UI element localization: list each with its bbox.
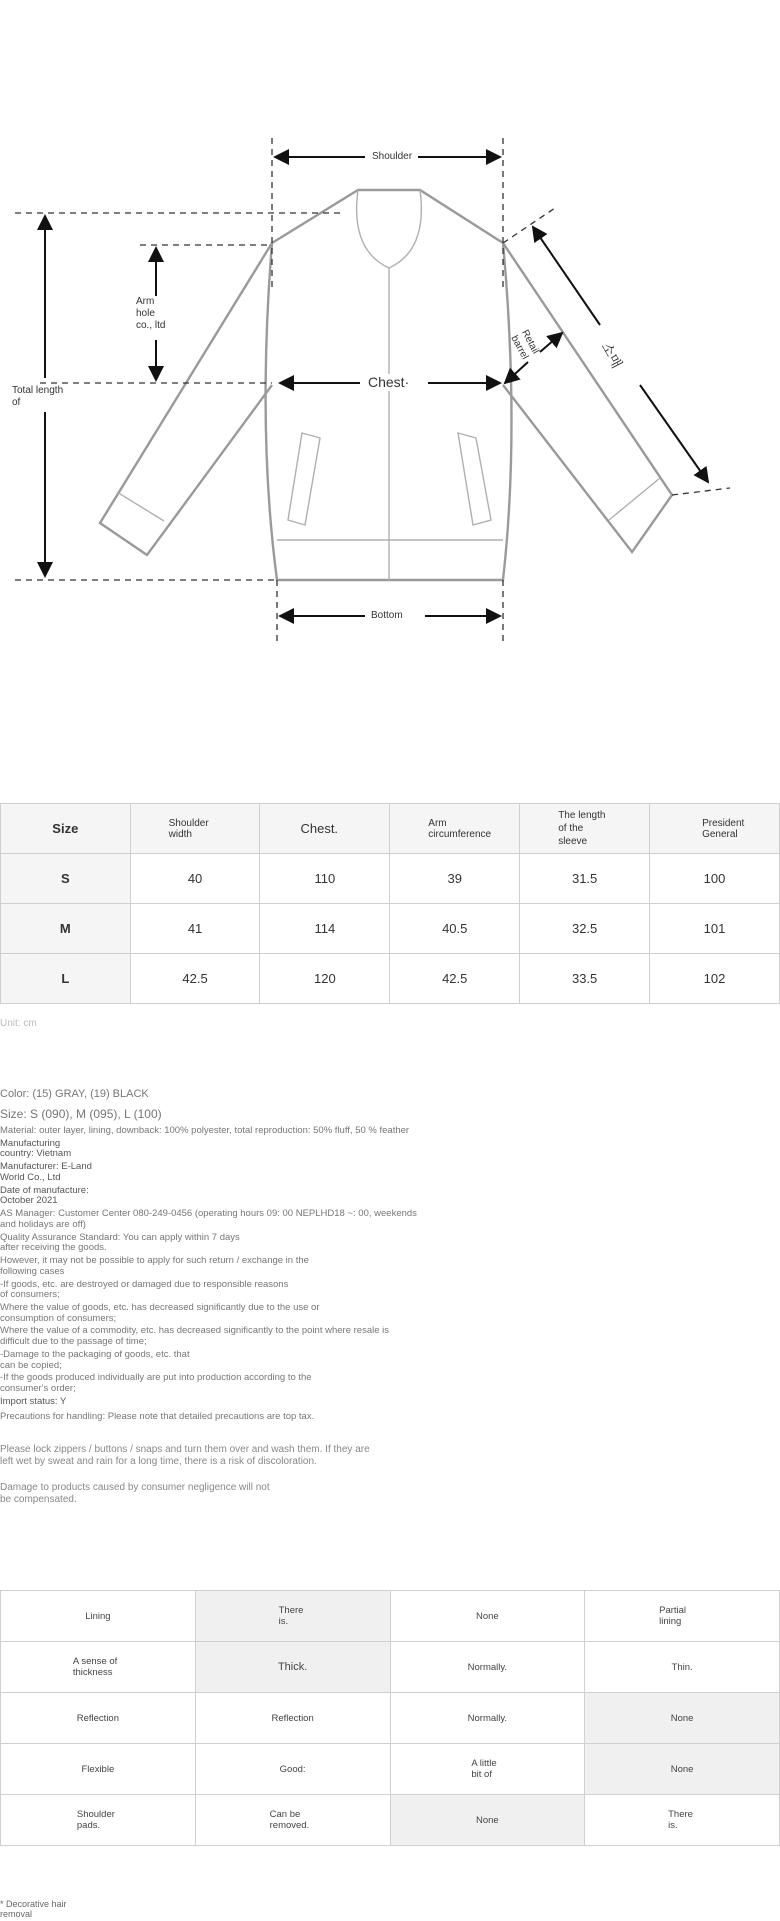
- value-cell: 31.5: [520, 854, 650, 904]
- option-cell: Normally.: [390, 1642, 585, 1693]
- care-instructions: Please lock zippers / buttons / snaps and turn them over and wash them. If they are left wet by sweat and rain for a long time, there is a risk of discoloration.: [0, 1444, 370, 1468]
- value-cell: 120: [260, 954, 390, 1004]
- shoulder-width-header: Shoulder width: [130, 804, 260, 854]
- option-cell-selected: There is.: [195, 1591, 390, 1642]
- size-row-m: [1, 904, 780, 954]
- exception-intro: However, it may not be possible to apply for such return / exchange in the following cases: [0, 1255, 309, 1277]
- chest-label: Chest·: [368, 374, 410, 390]
- size-row-l: [1, 954, 780, 1004]
- value-cell: 39: [390, 854, 520, 904]
- size-cell: L: [1, 954, 131, 1004]
- value-cell: 42.5: [130, 954, 260, 1004]
- chest-header: Chest.: [260, 804, 390, 854]
- property-label: Flexible: [1, 1744, 196, 1795]
- color-info: Color: (15) GRAY, (19) BLACK: [0, 1088, 149, 1100]
- property-label: A sense of thickness: [1, 1642, 196, 1693]
- size-row-s: [1, 854, 780, 904]
- option-cell: Reflection: [195, 1693, 390, 1744]
- shoulder-label: Shoulder: [372, 151, 413, 162]
- option-cell: Thin.: [585, 1642, 780, 1693]
- value-cell: 102: [650, 954, 780, 1004]
- value-cell: 41: [130, 904, 260, 954]
- fabric-properties-table: [0, 1590, 780, 1846]
- reflection-row: [1, 1693, 780, 1744]
- option-cell-selected: None: [390, 1795, 585, 1846]
- retail-barrel-label: Retail barrel: [508, 328, 541, 362]
- bottom-label: Bottom: [371, 610, 403, 621]
- exception-case-2: Where the value of goods, etc. has decreased significantly due to the use or consumption of consumers;: [0, 1301, 320, 1324]
- total-length-label: Total length of: [12, 385, 72, 409]
- value-cell: 33.5: [520, 954, 650, 1004]
- footnote: * Decorative hair removal: [0, 1899, 67, 1919]
- sleeve-label: 소매: [598, 339, 626, 371]
- option-cell: Normally.: [390, 1693, 585, 1744]
- option-cell: None: [390, 1591, 585, 1642]
- exception-case-1: -If goods, etc. are destroyed or damaged due to responsible reasons of consumers;: [0, 1278, 289, 1301]
- arm-circumference-header: Arm circumference: [390, 804, 520, 854]
- exception-case-5: -If the goods produced individually are put into production according to the consumer's order;: [0, 1372, 312, 1395]
- manufacturer-info: Manufacturer: E-Land World Co., Ltd: [0, 1161, 92, 1183]
- option-cell: Can be removed.: [195, 1795, 390, 1846]
- lining-row: [1, 1591, 780, 1642]
- import-status-info: Import status: Y: [0, 1395, 67, 1407]
- material-info: Material: outer layer, lining, downback: 100% polyester, total reproduction: 50% fluff, 50 % feather: [0, 1124, 410, 1136]
- option-cell: A little bit of: [390, 1744, 585, 1795]
- option-cell: Good:: [195, 1744, 390, 1795]
- option-cell: There is.: [585, 1795, 780, 1846]
- value-cell: 100: [650, 854, 780, 904]
- exception-case-3: Where the value of a commodity, etc. has decreased significantly to the point where resale is difficult due to the passage of time;: [0, 1325, 389, 1348]
- negligence-notice: Damage to products caused by consumer negligence will not be compensated.: [0, 1482, 270, 1506]
- armhole-label: Arm hole co., ltd: [136, 296, 172, 332]
- property-label: Lining: [1, 1591, 196, 1642]
- value-cell: 101: [650, 904, 780, 954]
- exception-case-4: -Damage to the packaging of goods, etc. that can be copied;: [0, 1348, 190, 1371]
- size-cell: S: [1, 854, 131, 904]
- product-info: [0, 1088, 420, 1508]
- value-cell: 114: [260, 904, 390, 954]
- value-cell: 40: [130, 854, 260, 904]
- size-table-header-row: [1, 804, 780, 854]
- option-cell-selected: None: [585, 1693, 780, 1744]
- value-cell: 40.5: [390, 904, 520, 954]
- value-cell: 42.5: [390, 954, 520, 1004]
- option-cell-selected: Thick.: [195, 1642, 390, 1693]
- precautions-info: Precautions for handling: Please note that detailed precautions are top tax.: [0, 1410, 315, 1422]
- total-length-header: President General: [650, 804, 780, 854]
- jacket-measurement-diagram: [0, 100, 780, 660]
- country-info: Manufacturing country: Vietnam: [0, 1137, 72, 1160]
- flexibility-row: [1, 1744, 780, 1795]
- property-label: Reflection: [1, 1693, 196, 1744]
- option-cell-selected: None: [585, 1744, 780, 1795]
- size-cell: M: [1, 904, 131, 954]
- sleeve-length-header: The length of the sleeve: [520, 804, 650, 854]
- property-label: Shoulder pads.: [1, 1795, 196, 1846]
- size-header: Size: [1, 804, 131, 854]
- as-manager-info: AS Manager: Customer Center 080-249-0456 (operating hours 09: 00 NEPLHD18 ~: 00, weekends and holidays are off): [0, 1208, 417, 1230]
- thickness-row: [1, 1642, 780, 1693]
- size-info: Size: S (090), M (095), L (100): [0, 1107, 162, 1122]
- option-cell: Partial lining: [585, 1591, 780, 1642]
- value-cell: 110: [260, 854, 390, 904]
- value-cell: 32.5: [520, 904, 650, 954]
- qa-standard-info: Quality Assurance Standard: You can apply within 7 days after receiving the goods.: [0, 1231, 240, 1254]
- unit-note: Unit: cm: [0, 1018, 37, 1029]
- shoulder-pads-row: [1, 1795, 780, 1846]
- size-chart-table: [0, 803, 780, 1004]
- date-info: Date of manufacture: October 2021: [0, 1184, 89, 1207]
